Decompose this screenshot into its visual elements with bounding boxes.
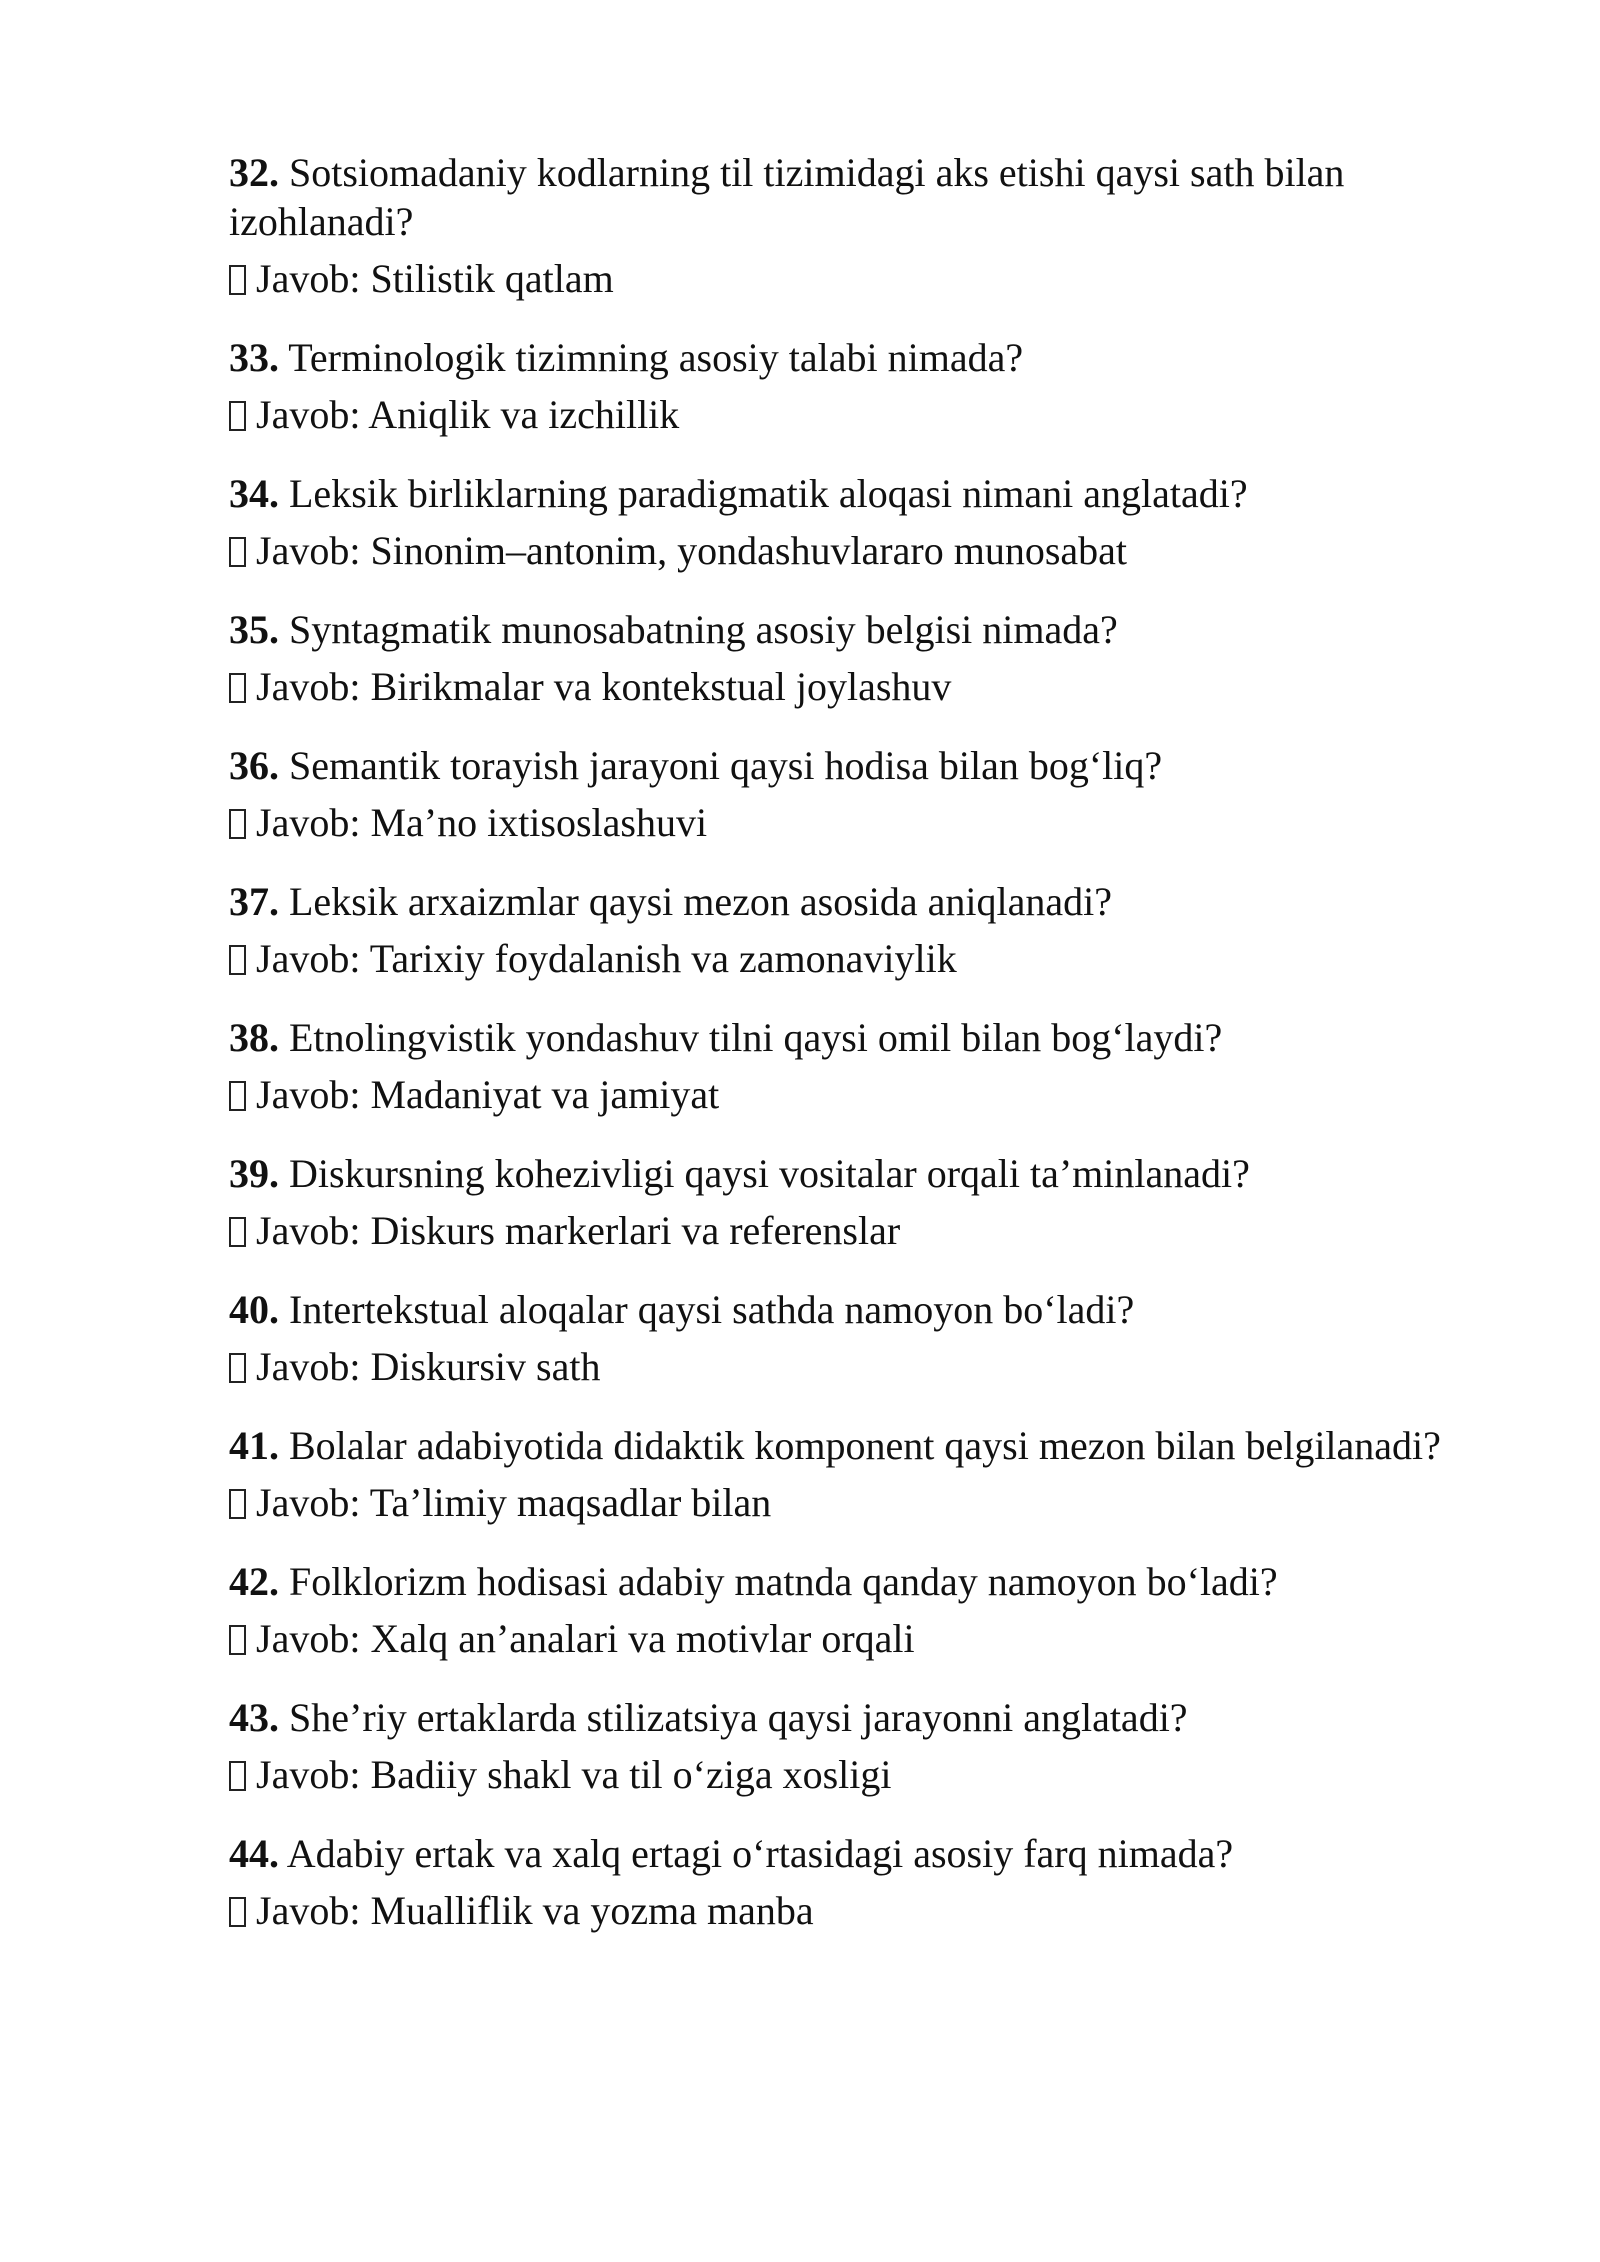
question-number: 43. [229,1695,279,1740]
answer-text: Badiiy shakl va til o‘ziga xosligi [370,1752,892,1797]
question-number: 39. [229,1151,279,1196]
question-number: 35. [229,607,279,652]
qa-item [229,877,1469,983]
answer-line [229,526,1469,575]
answer-text: Madaniyat va jamiyat [370,1072,720,1117]
question-text [229,1149,1469,1198]
answer-prefix: Javob: [256,1752,361,1797]
answer-text: Tarixiy foydalanish va zamonaviylik [369,936,957,981]
qa-list [229,148,1469,1935]
question-text [229,1693,1469,1742]
question-number: 38. [229,1015,279,1060]
question-text [229,877,1469,926]
answer-line [229,1206,1469,1255]
qa-item [229,333,1469,439]
qa-item [229,1285,1469,1391]
answer-line [229,1342,1469,1391]
answer-line [229,1478,1469,1527]
missing-glyph-box-icon [229,1081,246,1111]
question-text [229,469,1469,518]
answer-line [229,1886,1469,1935]
question-body: Bolalar adabiyotida didaktik komponent qaysi mezon bilan belgilanadi? [289,1423,1441,1468]
question-body: Intertekstual aloqalar qaysi sathda namoyon bo‘ladi? [289,1287,1135,1332]
answer-text: Birikmalar va kontekstual joylashuv [370,664,952,709]
question-text [229,1013,1469,1062]
question-body: Etnolingvistik yondashuv tilni qaysi omil bilan bog‘laydi? [289,1015,1223,1060]
qa-item [229,1693,1469,1799]
answer-text: Mualliflik va yozma manba [370,1888,814,1933]
answer-prefix: Javob: [256,1072,361,1117]
answer-prefix: Javob: [256,1208,361,1253]
qa-item [229,605,1469,711]
answer-line [229,1614,1469,1663]
question-number: 37. [229,879,279,924]
question-body: Leksik birliklarning paradigmatik aloqasi nimani anglatadi? [289,471,1248,516]
answer-prefix: Javob: [256,256,361,301]
question-body: Adabiy ertak va xalq ertagi o‘rtasidagi asosiy farq nimada? [286,1831,1234,1876]
missing-glyph-box-icon [229,1353,246,1383]
missing-glyph-box-icon [229,1489,246,1519]
answer-prefix: Javob: [256,392,361,437]
answer-line [229,662,1469,711]
question-body: Syntagmatik munosabatning asosiy belgisi nimada? [289,607,1118,652]
answer-prefix: Javob: [256,1480,361,1525]
answer-text: Ta’limiy maqsadlar bilan [369,1480,772,1525]
answer-prefix: Javob: [256,1888,361,1933]
answer-prefix: Javob: [256,936,361,981]
question-text [229,333,1469,382]
qa-item [229,469,1469,575]
question-body: She’riy ertaklarda stilizatsiya qaysi jarayonni anglatadi? [289,1695,1188,1740]
question-body: Leksik arxaizmlar qaysi mezon asosida aniqlanadi? [289,879,1113,924]
qa-item [229,741,1469,847]
qa-item [229,1829,1469,1935]
question-number: 42. [229,1559,279,1604]
qa-item [229,1557,1469,1663]
answer-text: Ma’no ixtisoslashuvi [370,800,708,845]
question-text [229,605,1469,654]
qa-item [229,1013,1469,1119]
question-text [229,1421,1469,1470]
answer-line [229,390,1469,439]
question-body: Diskursning kohezivligi qaysi vositalar orqali ta’minlanadi? [289,1151,1250,1196]
answer-line [229,798,1469,847]
question-body: Sotsiomadaniy kodlarning til tizimidagi aks etishi qaysi sath bilan izohlanadi? [229,150,1345,244]
qa-item [229,1421,1469,1527]
answer-line [229,254,1469,303]
question-number: 34. [229,471,279,516]
answer-prefix: Javob: [256,800,361,845]
missing-glyph-box-icon [229,673,246,703]
answer-prefix: Javob: [256,528,361,573]
answer-line [229,934,1469,983]
question-text [229,1285,1469,1334]
answer-text: Sinonim–antonim, yondashuvlararo munosabat [370,528,1127,573]
missing-glyph-box-icon [229,265,246,295]
answer-prefix: Javob: [256,1344,361,1389]
answer-prefix: Javob: [256,664,361,709]
missing-glyph-box-icon [229,401,246,431]
question-text [229,148,1469,246]
question-body: Semantik torayish jarayoni qaysi hodisa bilan bog‘liq? [289,743,1163,788]
question-text [229,1829,1469,1878]
question-number: 40. [229,1287,279,1332]
question-number: 44. [229,1831,279,1876]
question-number: 41. [229,1423,279,1468]
qa-item [229,148,1469,303]
question-body: Folklorizm hodisasi adabiy matnda qanday namoyon bo‘ladi? [289,1559,1278,1604]
missing-glyph-box-icon [229,809,246,839]
answer-line [229,1070,1469,1119]
question-body: Terminologik tizimning asosiy talabi nimada? [288,335,1024,380]
missing-glyph-box-icon [229,1897,246,1927]
document-page [229,148,1469,1965]
missing-glyph-box-icon [229,1625,246,1655]
question-number: 32. [229,150,279,195]
missing-glyph-box-icon [229,1217,246,1247]
answer-text: Xalq an’analari va motivlar orqali [370,1616,915,1661]
answer-text: Diskursiv sath [370,1344,601,1389]
missing-glyph-box-icon [229,945,246,975]
answer-text: Diskurs markerlari va referenslar [370,1208,901,1253]
answer-text: Aniqlik va izchillik [368,392,680,437]
missing-glyph-box-icon [229,537,246,567]
question-text [229,741,1469,790]
answer-text: Stilistik qatlam [370,256,614,301]
missing-glyph-box-icon [229,1761,246,1791]
answer-line [229,1750,1469,1799]
question-number: 33. [229,335,279,380]
qa-item [229,1149,1469,1255]
answer-prefix: Javob: [256,1616,361,1661]
question-text [229,1557,1469,1606]
question-number: 36. [229,743,279,788]
